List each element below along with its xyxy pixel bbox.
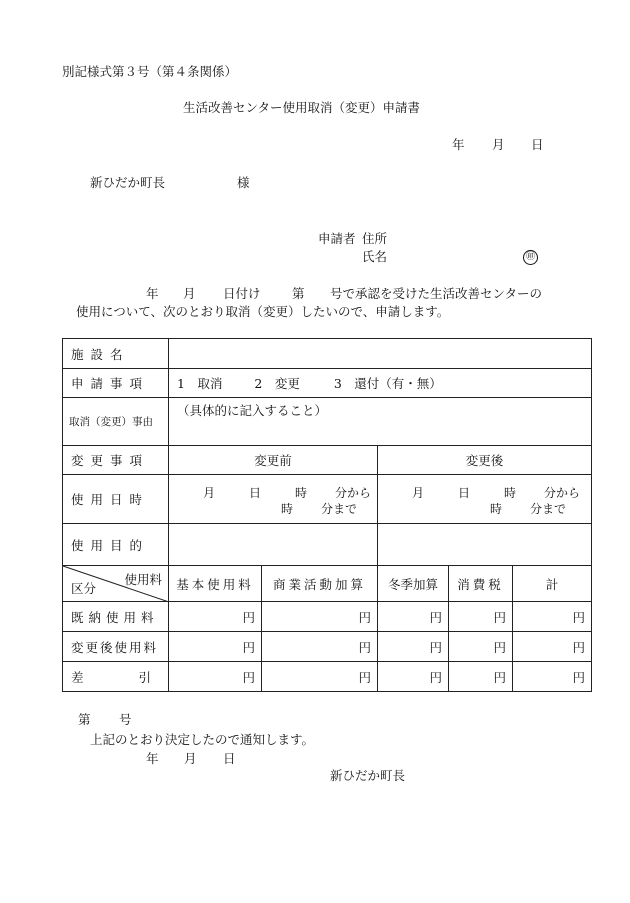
fee-cell[interactable]: 円: [262, 602, 378, 632]
row-label-difference: 差引: [63, 662, 169, 692]
application-table: [62, 338, 592, 692]
intro-no: 第: [292, 286, 305, 301]
facility-label: 施設名: [63, 339, 169, 369]
option-change[interactable]: 2 変更: [254, 376, 300, 391]
items-options: [169, 369, 592, 398]
items-label: 申請事項: [63, 369, 169, 398]
reason-value[interactable]: [169, 398, 592, 446]
fee-cell[interactable]: 円: [513, 632, 592, 662]
document-title: 生活改善センター使用取消（変更）申請書: [183, 100, 421, 115]
fee-cell[interactable]: 円: [169, 662, 262, 692]
before-header: 変更前: [169, 446, 378, 475]
fee-cell[interactable]: 円: [513, 602, 592, 632]
fee-header-commercial: 商業活動加算: [262, 566, 378, 602]
footer-day: 日: [223, 751, 236, 766]
fee-row-difference: [63, 662, 592, 692]
items-row: [63, 369, 592, 398]
footer-month: 月: [184, 751, 197, 766]
fee-cell[interactable]: 円: [262, 662, 378, 692]
fee-header-winter: 冬季加算: [378, 566, 449, 602]
fee-row-paid: [63, 602, 592, 632]
footer-no: 第: [78, 712, 91, 727]
fee-header-basic: 基本使用料: [169, 566, 262, 602]
purpose-after[interactable]: [378, 524, 592, 566]
datetime-after[interactable]: 月 日 時 分から 時 分まで: [378, 475, 592, 524]
option-refund[interactable]: 3 還付（有・無）: [333, 376, 442, 391]
date-year: 年: [452, 137, 465, 152]
applicant-name-label: 氏名: [362, 249, 388, 264]
form-number: 別記様式第３号（第４条関係）: [62, 64, 238, 79]
fee-cell[interactable]: 円: [169, 602, 262, 632]
fee-cell[interactable]: 円: [449, 632, 513, 662]
footer-year: 年: [146, 751, 159, 766]
fee-cell[interactable]: 円: [262, 632, 378, 662]
fee-header-row: [63, 566, 592, 602]
facility-row: [63, 339, 592, 369]
fee-cell[interactable]: 円: [513, 662, 592, 692]
footer-issuer: 新ひだか町長: [330, 768, 406, 783]
date-day: 日: [531, 137, 544, 152]
fee-header-tax: 消費税: [449, 566, 513, 602]
diag-bottom-label: 区分: [71, 581, 97, 596]
datetime-label: 使用日時: [63, 475, 169, 524]
change-label: 変更事項: [63, 446, 169, 475]
fee-cell[interactable]: 円: [449, 602, 513, 632]
intro-year: 年: [146, 286, 159, 301]
intro-day-dated: 日付け: [223, 286, 261, 301]
reason-row: [63, 398, 592, 446]
row-label-paid: 既納使用料: [63, 602, 169, 632]
reason-note: （具体的に記入すること）: [177, 403, 328, 418]
fee-cell[interactable]: 円: [378, 662, 449, 692]
fee-row-after-change: [63, 632, 592, 662]
row-label-after-change: 変更後使用料: [63, 632, 169, 662]
applicant-label: 申請者: [318, 231, 356, 246]
intro-month: 月: [183, 286, 196, 301]
after-header: 変更後: [378, 446, 592, 475]
datetime-before[interactable]: 月 日 時 分から 時 分まで: [169, 475, 378, 524]
fee-cell[interactable]: 円: [449, 662, 513, 692]
datetime-row: [63, 475, 592, 524]
change-row: [63, 446, 592, 475]
reason-label: 取消（変更）事由: [63, 398, 169, 446]
fee-cell[interactable]: 円: [378, 602, 449, 632]
intro-line2: 使用について、次のとおり取消（変更）したいので、申請します。: [76, 304, 450, 319]
fee-cell[interactable]: 円: [169, 632, 262, 662]
diag-top-label: 使用料: [124, 572, 162, 587]
purpose-row: [63, 524, 592, 566]
facility-value[interactable]: [169, 339, 592, 369]
purpose-label: 使用目的: [63, 524, 169, 566]
footer-notice: 上記のとおり決定したので通知します。: [90, 732, 315, 747]
fee-cell[interactable]: 円: [378, 632, 449, 662]
fee-diagonal-header: [63, 566, 169, 602]
purpose-before[interactable]: [169, 524, 378, 566]
date-month: 月: [492, 137, 505, 152]
seal-mark: ㊞: [523, 250, 538, 265]
addressee-name: 新ひだか町長: [90, 175, 166, 190]
option-cancel[interactable]: 1 取消: [177, 376, 223, 391]
footer-go: 号: [119, 712, 132, 727]
fee-header-total: 計: [513, 566, 592, 602]
addressee-honorific: 様: [237, 175, 250, 190]
applicant-address-label: 住所: [362, 231, 388, 246]
intro-rest: 号で承認を受けた生活改善センターの: [330, 286, 543, 301]
